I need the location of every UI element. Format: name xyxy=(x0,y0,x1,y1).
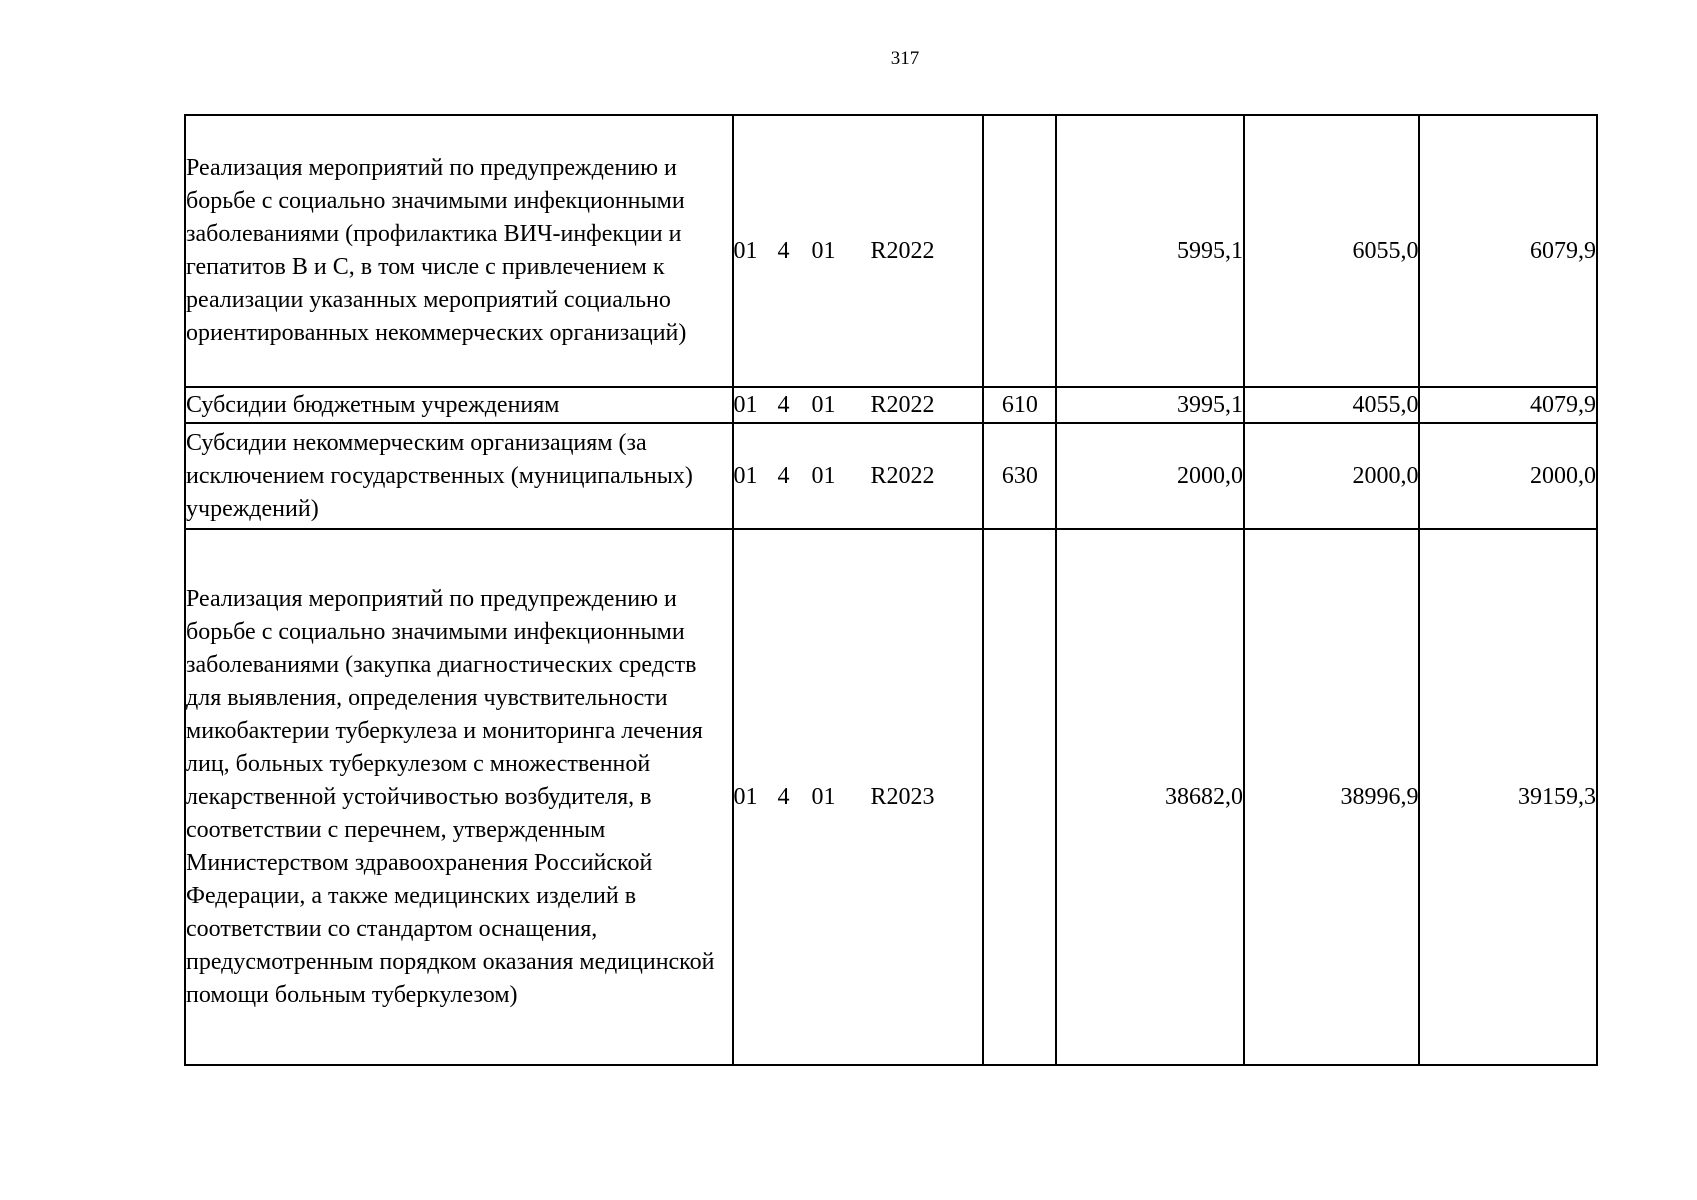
program-code: 01 xyxy=(733,783,758,810)
subprogram-code: 4 xyxy=(777,462,790,489)
amount-year-2: 6055,0 xyxy=(1244,115,1419,387)
amount-year-1: 2000,0 xyxy=(1056,423,1244,529)
page-number: 317 xyxy=(890,48,920,69)
direction-code: R2022 xyxy=(870,391,935,418)
program-code: 01 xyxy=(733,462,758,489)
direction-code: R2022 xyxy=(870,237,935,264)
amount-year-2: 4055,0 xyxy=(1244,387,1419,423)
expense-type-code: 610 xyxy=(983,387,1056,423)
amount-year-2: 2000,0 xyxy=(1244,423,1419,529)
amount-year-3: 4079,9 xyxy=(1419,387,1597,423)
amount-year-1: 3995,1 xyxy=(1056,387,1244,423)
activity-code: 01 xyxy=(811,391,836,418)
row-name: Субсидии некоммерческим организациям (за исключением государственных (муниципальных) учреждений) xyxy=(185,423,733,529)
row-name: Субсидии бюджетным учреждениям xyxy=(185,387,733,423)
activity-code: 01 xyxy=(811,237,836,264)
row-name: Реализация мероприятий по предупреждению и борьбе с социально значимыми инфекционными заболеваниями (закупка диагностических средств для выявления, определения чувствительности микобактерии туберкулеза и мониторинга лечения лиц, больных туберкулезом с множественной лекарственной устойчивостью возбудителя, в соответствии с перечнем, утвержденным Министерством здравоохранения Российской Федерации, а также медицинских изделий в соответствии со стандартом оснащения, предусмотренным порядком оказания медицинской помощи больным туберкулезом) xyxy=(185,529,733,1065)
row-codes xyxy=(733,423,984,529)
table-row xyxy=(185,423,1597,529)
row-codes xyxy=(733,115,984,387)
table-row xyxy=(185,387,1597,423)
table-row xyxy=(185,115,1597,387)
expense-type-code: 630 xyxy=(983,423,1056,529)
program-code: 01 xyxy=(733,391,758,418)
subprogram-code: 4 xyxy=(777,783,790,810)
program-code: 01 xyxy=(733,237,758,264)
direction-code: R2023 xyxy=(870,783,935,810)
amount-year-1: 38682,0 xyxy=(1056,529,1244,1065)
amount-year-3: 6079,9 xyxy=(1419,115,1597,387)
row-codes xyxy=(733,387,984,423)
amount-year-1: 5995,1 xyxy=(1056,115,1244,387)
activity-code: 01 xyxy=(811,783,836,810)
expense-type-code xyxy=(983,529,1056,1065)
row-codes xyxy=(733,529,984,1065)
amount-year-3: 39159,3 xyxy=(1419,529,1597,1065)
direction-code: R2022 xyxy=(870,462,935,489)
subprogram-code: 4 xyxy=(777,391,790,418)
table-row xyxy=(185,529,1597,1065)
activity-code: 01 xyxy=(811,462,836,489)
budget-table xyxy=(184,114,1598,1066)
subprogram-code: 4 xyxy=(777,237,790,264)
expense-type-code xyxy=(983,115,1056,387)
row-name: Реализация мероприятий по предупреждению и борьбе с социально значимыми инфекционными заболеваниями (профилактика ВИЧ-инфекции и гепатитов В и С, в том числе с привлечением к реализации указанных мероприятий социально ориентированных некоммерческих организаций) xyxy=(185,115,733,387)
amount-year-2: 38996,9 xyxy=(1244,529,1419,1065)
amount-year-3: 2000,0 xyxy=(1419,423,1597,529)
